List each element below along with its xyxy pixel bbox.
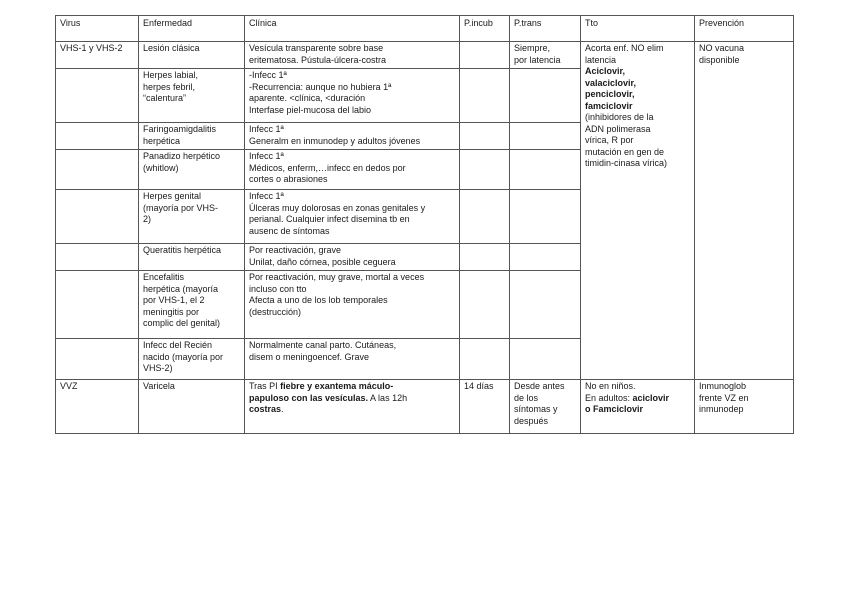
virus-cell <box>56 69 139 123</box>
clinica-cell: Vesícula transparente sobre base eritematosa. Pústula-úlcera-costra <box>245 42 460 69</box>
header-prevencion: Prevención <box>695 16 794 42</box>
clinica-cell: Normalmente canal parto. Cutáneas, disem o meningoencef. Grave <box>245 339 460 380</box>
pincub-cell <box>460 123 510 150</box>
header-row <box>56 16 794 42</box>
ptrans-cell <box>510 339 581 380</box>
vvz-ptrans-cell: Desde antes de los síntomas y después <box>510 380 581 434</box>
herpesvirus-table <box>55 15 794 434</box>
table-row <box>56 380 794 434</box>
header-enfermedad: Enfermedad <box>139 16 245 42</box>
header-virus: Virus <box>56 16 139 42</box>
ptrans-cell <box>510 150 581 190</box>
pincub-cell <box>460 271 510 339</box>
enfermedad-cell: Infecc del Recién nacido (mayoría por VHS-2) <box>139 339 245 380</box>
vvz-clinica-cell: Tras PI fiebre y exantema máculo- papuloso con las vesículas. A las 12h costras. <box>245 380 460 434</box>
enfermedad-cell: Panadizo herpético (whitlow) <box>139 150 245 190</box>
clinica-cell: Por reactivación, muy grave, mortal a veces incluso con tto Afecta a uno de los lob temporales (destrucción) <box>245 271 460 339</box>
header-pincub: P.incub <box>460 16 510 42</box>
pincub-cell <box>460 69 510 123</box>
clinica-cell: -Infecc 1ª -Recurrencia: aunque no hubiera 1ª aparente. <clínica, <duración Interfase piel-mucosa del labio <box>245 69 460 123</box>
header-tto: Tto <box>581 16 695 42</box>
prevencion-cell: NO vacuna disponible <box>695 42 794 380</box>
ptrans-cell <box>510 271 581 339</box>
ptrans-cell <box>510 123 581 150</box>
pincub-cell <box>460 244 510 271</box>
enfermedad-cell: Herpes genital (mayoría por VHS- 2) <box>139 190 245 244</box>
enfermedad-cell: Herpes labial, herpes febril, “calentura” <box>139 69 245 123</box>
vhs-virus-cell: VHS-1 y VHS-2 <box>56 42 139 69</box>
pincub-cell <box>460 339 510 380</box>
vvz-prevencion-cell: Inmunoglob frente VZ en inmunodep <box>695 380 794 434</box>
clinica-cell: Infecc 1ª Médicos, enferm,…infecc en dedos por cortes o abrasiones <box>245 150 460 190</box>
enfermedad-cell: Lesión clásica <box>139 42 245 69</box>
header-clinica: Clínica <box>245 16 460 42</box>
virus-cell <box>56 150 139 190</box>
clinica-cell: Por reactivación, grave Unilat, daño córnea, posible ceguera <box>245 244 460 271</box>
enfermedad-cell: Faringoamigdalitis herpética <box>139 123 245 150</box>
enfermedad-cell: Queratitis herpética <box>139 244 245 271</box>
vvz-tto-cell: No en niños. En adultos: aciclovir o Famciclovir <box>581 380 695 434</box>
vvz-pincub-cell: 14 días <box>460 380 510 434</box>
ptrans-cell: Siempre, por latencia <box>510 42 581 69</box>
virus-cell <box>56 271 139 339</box>
pincub-cell <box>460 150 510 190</box>
pincub-cell <box>460 42 510 69</box>
tto-cell: Acorta enf. NO elim latencia Aciclovir, valaciclovir, penciclovir, famciclovir (inhibidores de la ADN polimerasa vírica, R por mutación en gen de timidin-cinasa vírica) <box>581 42 695 380</box>
virus-cell <box>56 244 139 271</box>
vvz-enfermedad-cell: Varicela <box>139 380 245 434</box>
clinica-cell: Infecc 1ª Generalm en inmunodep y adultos jóvenes <box>245 123 460 150</box>
virus-cell <box>56 190 139 244</box>
vvz-virus-cell: VVZ <box>56 380 139 434</box>
ptrans-cell <box>510 190 581 244</box>
header-ptrans: P.trans <box>510 16 581 42</box>
virus-cell <box>56 123 139 150</box>
virus-cell <box>56 339 139 380</box>
enfermedad-cell: Encefalitis herpética (mayoría por VHS-1, el 2 meningitis por complic del genital) <box>139 271 245 339</box>
pincub-cell <box>460 190 510 244</box>
table-row <box>56 42 794 69</box>
clinica-cell: Infecc 1ª Úlceras muy dolorosas en zonas genitales y perianal. Cualquier infect disemina tb en ausenc de síntomas <box>245 190 460 244</box>
ptrans-cell <box>510 69 581 123</box>
ptrans-cell <box>510 244 581 271</box>
